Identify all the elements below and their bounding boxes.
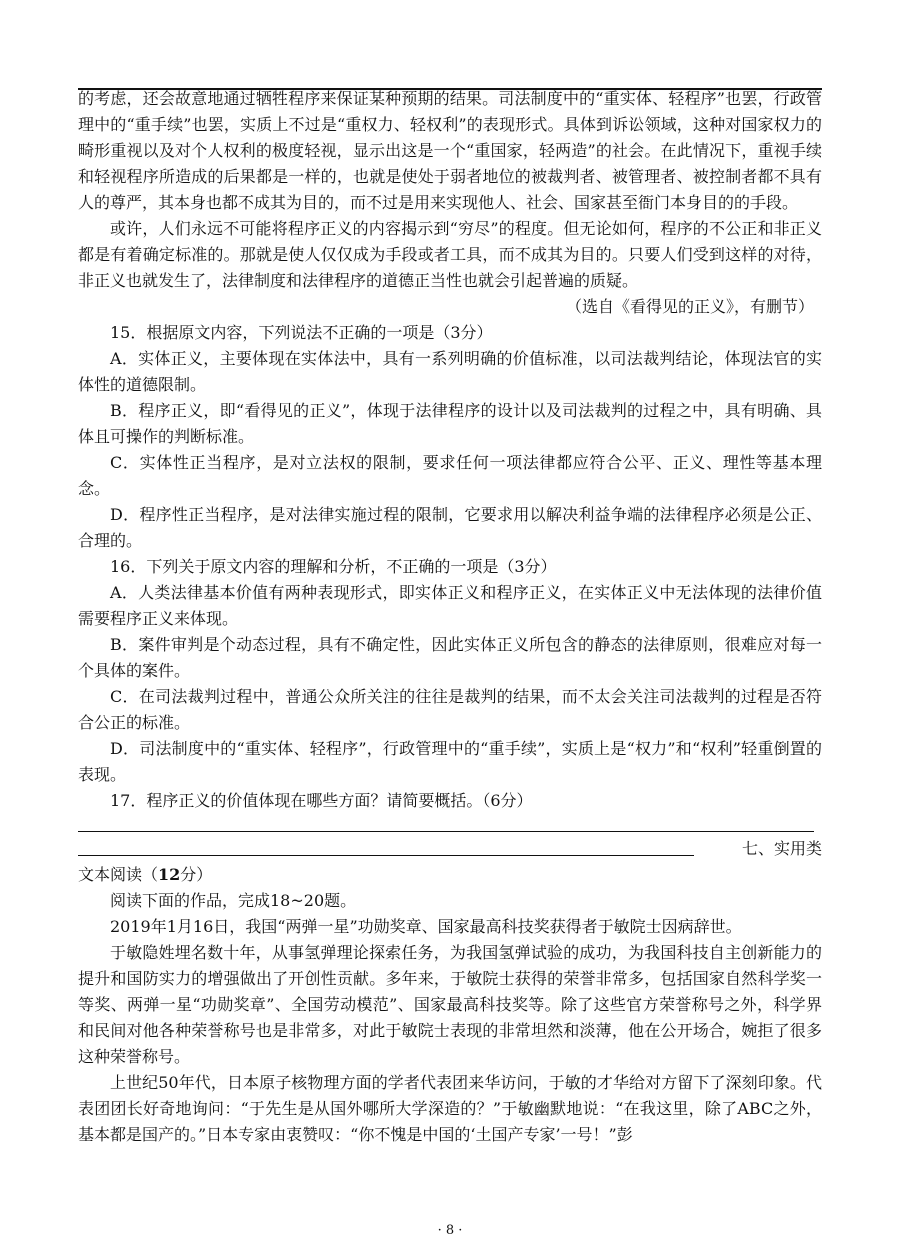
passage-paragraph-2: 或许，人们永远不可能将程序正义的内容揭示到“穷尽”的程度。但无论如何，程序的不公正和非正义都是有着确定标准的。那就是使人仅仅成为手段或者工具，而不成其为目的。只要人们受到这样的对待，非正义也就发生了，法律制度和法律程序的道德正当性也就会引起普遍的质疑。 <box>78 219 822 290</box>
answer-line <box>78 814 822 836</box>
page-content <box>78 86 822 1148</box>
answer-line-2 <box>78 855 694 856</box>
question-17-stem: 17．程序正义的价值体现在哪些方面？请简要概括。（6分） <box>110 791 533 810</box>
question-16-option-b: B．案件审判是个动态过程，具有不确定性，因此实体正义所包含的静态的法律原则，很难应对每一个具体的案件。 <box>78 635 822 680</box>
question-16-stem: 16．下列关于原文内容的理解和分析，不正确的一项是（3分） <box>110 557 557 576</box>
article-paragraph-1: 2019年1月16日，我国“两弹一星”功勋奖章、国家最高科技奖获得者于敏院士因病辞世。 <box>110 917 742 936</box>
passage-paragraph-1: 的考虑，还会故意地通过牺牲程序来保证某种预期的结果。司法制度中的“重实体、轻程序”也罢，行政管理中的“重手续”也罢，实质上不过是“重权力、轻权利”的表现形式。具体到诉讼领域，这种对国家权力的畸形重视以及对个人权利的极度轻视，显示出这是一个“重国家，轻两造”的社会。在此情况下，重视手续和轻视程序所造成的后果都是一样的，也就是使处于弱者地位的被裁判者、被管理者、被控制者都不具有人的尊严，其本身也都不成其为目的，而不过是用来实现他人、社会、国家甚至衙门本身目的的手段。 <box>78 89 822 212</box>
section-7-heading-part-2: 文本阅读（12分） <box>78 865 213 884</box>
section-7-heading-row <box>78 836 822 862</box>
question-15-option-d: D．程序性正当程序，是对法律实施过程的限制，它要求用以解决利益争端的法律程序必须是公正、合理的。 <box>78 505 822 550</box>
article-paragraph-2: 于敏隐姓埋名数十年，从事氢弹理论探索任务，为我国氢弹试验的成功，为我国科技自主创新能力的提升和国防实力的增强做出了开创性贡献。多年来，于敏院士获得的荣誉非常多，包括国家自然科学奖一等奖、两弹一星“功勋奖章”、全国劳动模范”、国家最高科技奖等。除了这些官方荣誉称号之外，科学界和民间对他各种荣誉称号也是非常多，对此于敏院士表现的非常坦然和淡薄，他在公开场合，婉拒了很多这种荣誉称号。 <box>78 943 822 1066</box>
page-number: · 8 · <box>437 1223 463 1238</box>
question-15-option-b: B．程序正义，即“看得见的正义”，体现于法律程序的设计以及司法裁判的过程之中，具有明确、具体且可操作的判断标准。 <box>78 401 822 446</box>
question-15-option-c: C．实体性正当程序，是对立法权的限制，要求任何一项法律都应符合公平、正义、理性等基本理念。 <box>78 453 822 498</box>
article-paragraph-3: 上世纪50年代，日本原子核物理方面的学者代表团来华访问，于敏的才华给对方留下了深刻印象。代表团团长好奇地询问：“于先生是从国外哪所大学深造的？”于敏幽默地说：“在我这里，除了ABC之外，基本都是国产的。”日本专家由衷赞叹：“你不愧是中国的‘土国产专家’一号！”彭 <box>78 1073 822 1144</box>
section-7-heading-part-1: 七、实用类 <box>741 839 822 858</box>
question-16-option-a: A．人类法律基本价值有两种表现形式，即实体正义和程序正义，在实体正义中无法体现的法律价值需要程序正义来体现。 <box>78 583 822 628</box>
question-15-option-a: A．实体正义，主要体现在实体法中，具有一系列明确的价值标准，以司法裁判结论，体现法官的实体性的道德限制。 <box>78 349 822 394</box>
passage-source: （选自《看得见的正义》，有删节） <box>565 297 814 316</box>
question-15-stem: 15．根据原文内容，下列说法不正确的一项是（3分） <box>110 323 493 342</box>
section-7-instruction: 阅读下面的作品，完成18~20题。 <box>110 891 357 910</box>
section-7-score: 12 <box>158 865 181 884</box>
question-16-option-c: C．在司法裁判过程中，普通公众所关注的往往是裁判的结果，而不太会关注司法裁判的过程是否符合公正的标准。 <box>78 687 822 732</box>
question-16-option-d: D．司法制度中的“重实体、轻程序”，行政管理中的“重手续”，实质上是“权力”和“权利”轻重倒置的表现。 <box>78 739 822 784</box>
